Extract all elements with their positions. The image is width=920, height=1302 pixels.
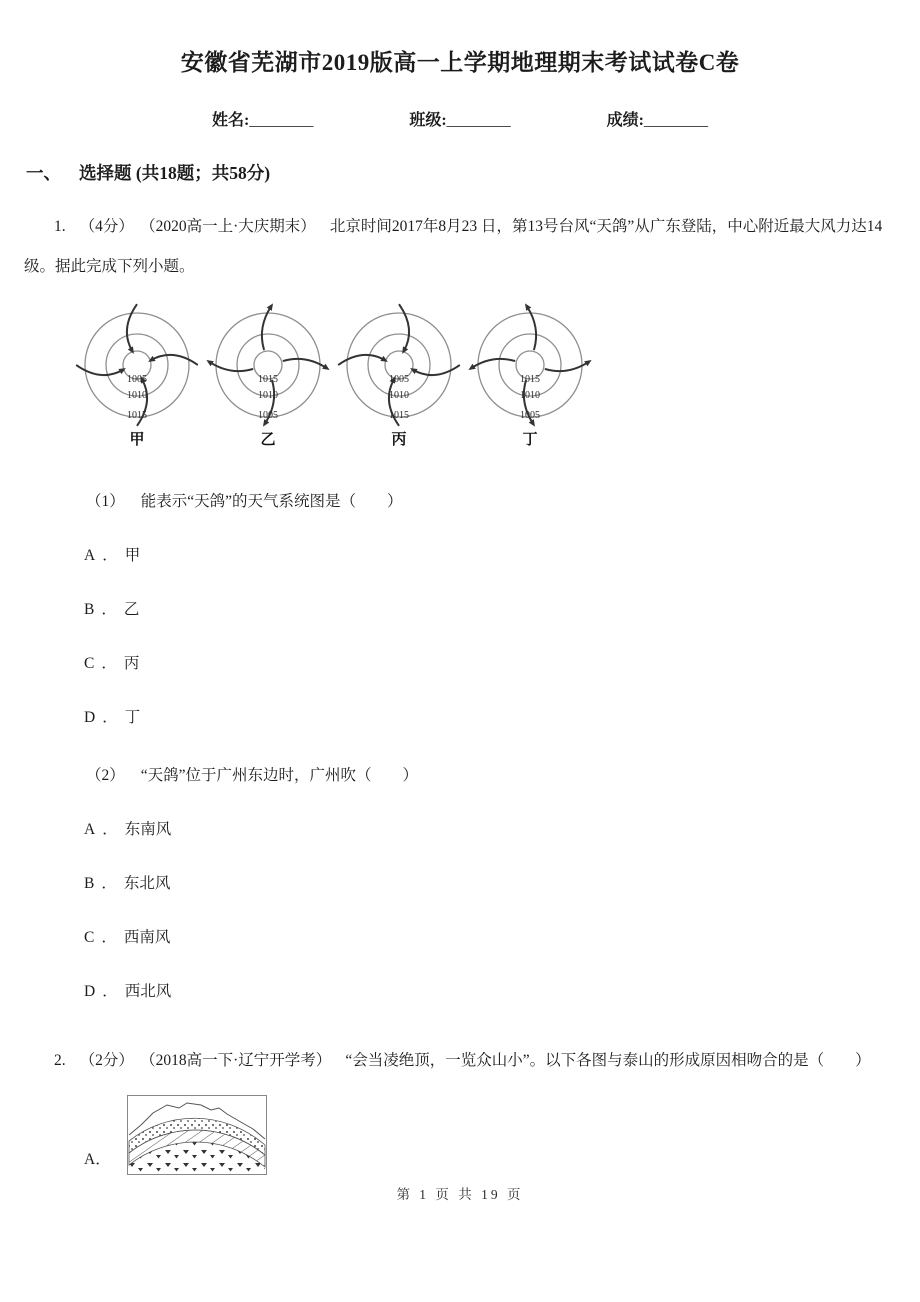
name-field-label: 姓名: bbox=[211, 112, 250, 129]
option-text: 西北风 bbox=[124, 983, 172, 1000]
sub-question-text: 能表示“天鸽”的天气系统图是（ ） bbox=[140, 493, 403, 510]
isobar-value: 1010 bbox=[127, 390, 147, 401]
question-2-text: “会当凌绝顶，一览众山小”。以下各图与泰山的形成原因相吻合的是（ ） bbox=[345, 1052, 871, 1069]
isobar-value: 1015 bbox=[520, 374, 540, 385]
section-heading bbox=[26, 160, 920, 185]
name-field-blank: ________ bbox=[249, 112, 314, 129]
option-row-2c bbox=[84, 925, 920, 947]
question-1-sub1-stem bbox=[86, 489, 920, 511]
option-separator: ． bbox=[101, 929, 117, 946]
diagram-label: 丁 bbox=[522, 432, 538, 448]
diagram-label: 乙 bbox=[260, 432, 276, 448]
diagram-label: 甲 bbox=[129, 432, 145, 448]
option-letter: A bbox=[84, 1151, 96, 1168]
option-text: 甲 bbox=[124, 547, 141, 564]
question-2-source: （2018高一下·辽宁开学考） bbox=[147, 1052, 332, 1069]
option-separator: ． bbox=[101, 601, 117, 618]
isobar-value: 1015 bbox=[258, 374, 278, 385]
isobar-value: 1005 bbox=[389, 374, 409, 385]
isobar-value: 1010 bbox=[389, 390, 409, 401]
question-2-number: 2. bbox=[54, 1052, 66, 1069]
option-text: 西南风 bbox=[123, 929, 171, 946]
option-letter: D bbox=[84, 983, 96, 1000]
option-row-1a bbox=[84, 543, 920, 565]
score-field-label: 成绩: bbox=[606, 112, 645, 129]
option-letter: C bbox=[84, 655, 95, 672]
isobar-value: 1005 bbox=[127, 374, 147, 385]
option-row-2a bbox=[84, 817, 920, 839]
isobar-value: 1010 bbox=[520, 390, 540, 401]
question-2-stem bbox=[24, 1041, 894, 1081]
sub-question-number: （2） bbox=[86, 767, 125, 784]
isobar-value: 1005 bbox=[258, 410, 278, 421]
option-separator: ． bbox=[102, 983, 118, 1000]
option-row-2b bbox=[84, 871, 920, 893]
sub-question-text: “天鸽”位于广州东边时，广州吹（ ） bbox=[140, 767, 419, 784]
question-2-score: （2分） bbox=[79, 1052, 134, 1069]
page-footer: 第 1 页 共 19 页 bbox=[396, 1187, 524, 1202]
option-text: 丁 bbox=[124, 709, 141, 726]
class-field-label: 班级: bbox=[409, 112, 447, 129]
option-letter: C bbox=[84, 929, 95, 946]
anticline-mountain-figure bbox=[127, 1095, 267, 1175]
class-field-blank: ________ bbox=[446, 112, 511, 129]
page-title: 安徽省芜湖市2019版高一上学期地理期末考试试卷C卷 bbox=[180, 50, 740, 75]
option-text: 东南风 bbox=[124, 821, 172, 838]
option-row-2d bbox=[84, 979, 920, 1001]
cyclone-diagram-yi bbox=[203, 303, 334, 453]
question-1-stem bbox=[24, 207, 894, 287]
score-field bbox=[607, 107, 708, 130]
isobar-value: 1005 bbox=[520, 410, 540, 421]
cyclone-diagram-jia bbox=[72, 303, 203, 453]
weather-systems-figure bbox=[72, 303, 920, 453]
option-row-q2-a bbox=[84, 1095, 920, 1175]
diagram-label: 丙 bbox=[391, 432, 407, 448]
question-1-sub2-stem bbox=[86, 763, 920, 785]
isobar-value: 1010 bbox=[258, 390, 278, 401]
option-letter: D bbox=[84, 709, 96, 726]
option-separator: ． bbox=[102, 821, 118, 838]
question-1-number: 1. bbox=[54, 218, 66, 235]
option-letter: A bbox=[84, 821, 96, 838]
option-separator: ． bbox=[102, 547, 118, 564]
name-field bbox=[212, 107, 313, 130]
option-text: 东北风 bbox=[123, 875, 171, 892]
option-separator: ． bbox=[101, 875, 117, 892]
cyclone-diagram-ding bbox=[465, 303, 596, 453]
section-title: 选择题 (共18题；共58分) bbox=[79, 163, 271, 183]
wind-arrows-inflow-icon bbox=[76, 304, 198, 426]
option-row-1d bbox=[84, 705, 920, 727]
option-text: 丙 bbox=[123, 655, 140, 672]
score-field-blank: ________ bbox=[644, 112, 709, 129]
option-row-1b bbox=[84, 597, 920, 619]
question-1-score: （4分） bbox=[79, 218, 134, 235]
isobar-value: 1015 bbox=[389, 410, 409, 421]
question-1-text: 北京时间2017年8月23 日，第13号台风“天鸽”从广东登陆，中心附近最大风力达14级。据此完成下列小题。 bbox=[24, 218, 883, 275]
option-text: 乙 bbox=[123, 601, 140, 618]
option-letter: B bbox=[84, 875, 95, 892]
option-separator: ． bbox=[102, 709, 118, 726]
isobar-circles bbox=[76, 304, 198, 426]
question-1-source: （2020高一上·大庆期末） bbox=[147, 218, 316, 235]
isobar-circles bbox=[338, 304, 460, 426]
class-field bbox=[409, 107, 510, 130]
isobar-value: 1015 bbox=[127, 410, 147, 421]
student-fields-row bbox=[0, 107, 920, 130]
option-separator: ． bbox=[95, 1151, 111, 1168]
cyclone-diagram-bing bbox=[334, 303, 465, 453]
section-number: 一、 bbox=[26, 163, 61, 183]
option-letter: B bbox=[84, 601, 95, 618]
option-letter-group bbox=[84, 1147, 111, 1175]
option-letter: A bbox=[84, 547, 96, 564]
sub-question-number: （1） bbox=[86, 493, 125, 510]
option-separator: ． bbox=[101, 655, 117, 672]
wind-arrows-inflow-icon bbox=[338, 304, 460, 426]
option-row-1c bbox=[84, 651, 920, 673]
